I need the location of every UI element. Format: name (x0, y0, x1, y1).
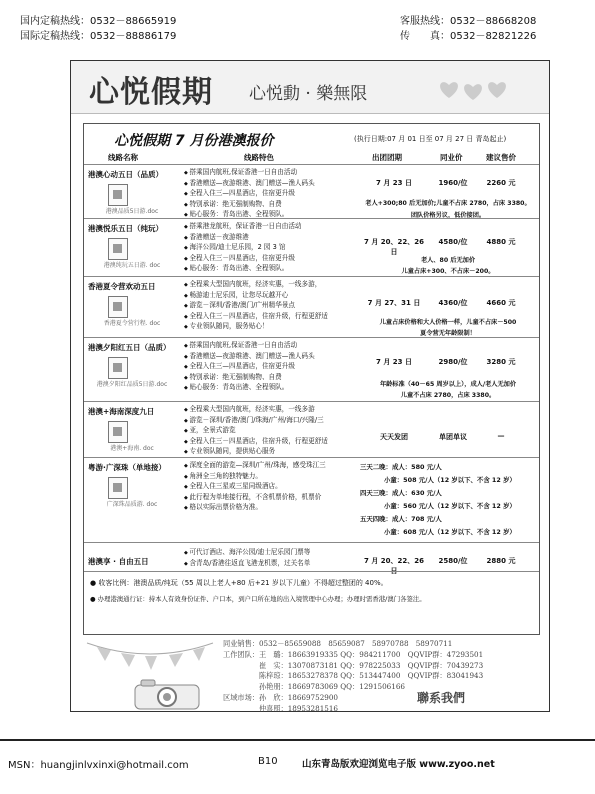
price-line: 小童：560 元/人（12 岁以下、不含 12 岁） (384, 502, 516, 510)
footer-rule (0, 739, 595, 741)
camera-icon (133, 677, 203, 711)
header-suggested-price: 建议售价 (486, 153, 516, 162)
route-name: 香港夏令营欢动五日 (88, 282, 156, 291)
route-note: 老人+300;80 后无加价;儿童不占床 2780，占床 3380。 (365, 200, 531, 207)
row-divider (84, 164, 539, 165)
header-features: 线路特色 (244, 153, 274, 162)
heart-icon (439, 81, 459, 99)
promo-banner[interactable]: 山东青岛版欢迎浏览电子版 www.zyoo.net (302, 759, 495, 770)
route-dates: 天天发团 (380, 433, 408, 441)
route-name: 港澳悦乐五日（纯玩） (88, 224, 163, 233)
contact-line: 崔 实：13070873181 QQ：978225033 QQVIP群：70439273 (223, 660, 484, 670)
route-name: 粤游·广深珠（单地接） (88, 463, 166, 472)
header-dates: 出团团期 (372, 153, 402, 162)
suggested-price: 2880 元 (486, 557, 516, 565)
route-file-name[interactable]: 港澳+海南. doc (110, 445, 154, 452)
row-divider (84, 337, 539, 338)
row-divider (84, 218, 539, 219)
doc-file-icon[interactable] (108, 296, 128, 318)
page-number: B10 (258, 756, 278, 767)
route-name: 港澳享 · 自由五日 (88, 557, 149, 566)
route-note: 儿童不占床 2780，占床 3380。 (400, 392, 496, 399)
route-features: ◆ 搭乘国内航班,保证香港一日自由活动 ◆ 香港赠送—夜游维港、澳门赠送—渔人码头 ◆ 全程入住三—四星酒店，住宿更升级 ◆ 特别承诺：绝无强制购物、自费 ◆ 贴心服务：青岛出港、全程领队。 (184, 168, 374, 221)
route-note: 儿童占床+300、不占床－200。 (401, 268, 495, 275)
route-note: 儿童占床价格和大人价格一样，儿童不占床－500 (379, 319, 517, 326)
contact-us-label: 聯系我們 (417, 691, 466, 705)
price-table (83, 123, 540, 635)
msn-contact[interactable]: MSN：huangjinlvxinxi@hotmail.com (8, 760, 189, 771)
contact-line: 区域市场：孙 欣：18669752900 (223, 692, 338, 702)
route-note: 夏令营无年龄限制！ (420, 330, 476, 337)
row-divider (84, 571, 539, 572)
row-divider (84, 542, 539, 543)
bunting-decoration (85, 637, 215, 677)
doc-file-icon[interactable] (108, 238, 128, 260)
contact-line: 孙艳朋：18669783069 QQ：1291506166 (223, 682, 405, 692)
suggested-price: 3280 元 (486, 358, 516, 366)
route-note: 团队价格另议，低价接团。 (410, 212, 486, 219)
doc-file-icon[interactable] (108, 421, 128, 443)
price-line: 四天三晚：成人：630 元/人 (360, 489, 442, 497)
price-line: 五天四晚：成人：708 元/人 (360, 515, 442, 523)
heart-icon (463, 83, 483, 101)
route-file-name[interactable]: 广深珠品质游. doc (106, 501, 158, 508)
route-features: ◆ 搭乘港龙航班，保证香港一日自由活动 ◆ 香港赠送－夜游维港 ◆ 海洋公园/迪士尼乐园，2 园 3 馆 ◆ 全程入住三－四星酒店，住宿更升级 ◆ 贴心服务：青岛出港、全程领队。 (184, 222, 374, 275)
contact-line: 同业销售：0532－85659088 85659087 58970788 58970711 (223, 639, 453, 648)
peer-price: 单团单议 (439, 433, 467, 441)
heart-icon (487, 81, 507, 99)
route-note: 年龄标准（40－65 周岁以上），成人/老人无加价 (379, 381, 517, 388)
peer-price: 4580/位 (438, 238, 468, 246)
row-divider (84, 457, 539, 458)
route-features: ◆ 全程乘大型国内航班，经济实惠，一线多游 ◆ 游览－深圳/香港/澳门/珠海/广州/海口/兴隆/三 ◆ 亚，全景式游览 ◆ 全程入住三－四星酒店，住宿升级，行程更舒适 ◆ 专业领队随同，提供贴心服务 (184, 405, 374, 458)
route-file-name[interactable]: 港澳品质5日游.doc (105, 208, 159, 215)
row-divider (84, 401, 539, 402)
route-file-name[interactable]: 港澳夕阳红品质5日游.doc (96, 381, 168, 388)
route-dates: 7 月 20、22、26 日 (364, 557, 424, 575)
peer-price: 2580/位 (438, 557, 468, 565)
doc-file-icon[interactable] (108, 184, 128, 206)
domestic-hotline: 国内定稿热线：0532－88665919 (20, 16, 177, 27)
fax-line: 传 真：0532－82821226 (400, 31, 537, 42)
brand-slogan: 心悦動 · 樂無限 (249, 84, 368, 104)
header-peer-price: 同业价 (440, 153, 463, 162)
doc-file-icon[interactable] (108, 477, 128, 499)
brand-title: 心悦假期 (89, 75, 213, 110)
price-line: 小童：608 元/人（12 岁以下、不含 12 岁） (384, 528, 516, 536)
brand-banner (71, 61, 549, 114)
price-line: 小童：508 元/人（12 岁以下、不含 12 岁） (384, 476, 516, 484)
route-dates: 7 月 23 日 (376, 358, 412, 366)
footnote: ● 收客比例：港澳品质/纯玩（55 周以上老人+80 后+21 岁以下儿童）不得超过整团的 40%。 (90, 578, 388, 588)
route-features: ◆ 全程乘大型国内航班，经济实惠，一线多游， ◆ 畅游迪士尼乐园，让您尽玩越开心 ◆ 游览－深圳/香港/澳门/广州精华景点 ◆ 全程入住三－四星酒店，住宿升级，行程更舒适 ◆ 专业领队随同，服务贴心！ (184, 280, 374, 333)
route-dates: 7 月 27、31 日 (367, 299, 421, 307)
peer-price: 2980/位 (438, 358, 468, 366)
route-name: 港澳心动五日（品质） (88, 170, 163, 179)
route-features: ◆ 搭乘国内航班,保证香港一日自由活动 ◆ 香港赠送—夜游维港、澳门赠送—渔人码头 ◆ 全程入住三—四星酒店，住宿更升级 ◆ 特别承诺：绝无强制购物、自费 ◆ 贴心服务：青岛出港、全程领队。 (184, 341, 374, 394)
contact-line: 陈梓琼：18653278378 QQ：513447400 QQVIP群：83041943 (223, 671, 484, 681)
execution-period: (执行日期:07 月 01 日至 07 月 27 日 青岛起止) (354, 135, 507, 143)
route-features: ◆ 可代订酒店、海洋公园/迪士尼乐园门票等 ◆ 含青岛/香港往返直飞港龙机票，过关名单 (184, 548, 374, 569)
contact-line: 仲喜照：18953281516 (223, 703, 338, 713)
route-features: ◆ 深度全面的游览—深圳/广州/珠海，感受珠江三 ◆ 角洲全三角的独特魅力。 ◆ 全程入住三星或三星同级酒店。 ◆ 此行程为单地接行程，不含机票价格，机票价 ◆ 格以实际出票价格为准。 (184, 461, 374, 514)
route-name: 港澳+海南深度九日 (88, 407, 155, 416)
price-table-title: 心悦假期 7 月份港澳报价 (114, 133, 274, 149)
contact-line: 工作团队：王 璐：18663919335 QQ：984211700 QQVIP群：47293501 (223, 649, 484, 659)
footnote: ● 办理港澳通行证：持本人有效身份证件、户口本，到户口所在地的出入境管理中心办理；办理时需香港/澳门各签注。 (90, 594, 426, 604)
international-hotline: 国际定稿热线：0532－88886179 (20, 31, 177, 42)
suggested-price: 2260 元 (486, 179, 516, 187)
route-dates: 7 月 20、22、26 日 (364, 238, 424, 256)
route-file-name[interactable]: 港澳纯玩五日游. doc (103, 262, 161, 269)
advert-frame (70, 60, 550, 712)
route-note: 老人、80 后无加价 (420, 257, 476, 264)
price-line: 三天二晚：成人：580 元/人 (360, 463, 442, 471)
peer-price: 4360/位 (438, 299, 468, 307)
peer-price: 1960/位 (438, 179, 468, 187)
route-name: 港澳夕阳红五日（品质） (88, 343, 171, 352)
row-divider (84, 276, 539, 277)
route-dates: 7 月 23 日 (376, 179, 412, 187)
doc-file-icon[interactable] (108, 357, 128, 379)
suggested-price: 4660 元 (486, 299, 516, 307)
route-file-name[interactable]: 香港夏令营行程. doc (103, 320, 161, 327)
suggested-price: 4880 元 (486, 238, 516, 246)
header-route-name: 线路名称 (108, 153, 138, 162)
suggested-price: — (497, 432, 505, 440)
service-hotline: 客服热线：0532－88668208 (400, 16, 537, 27)
